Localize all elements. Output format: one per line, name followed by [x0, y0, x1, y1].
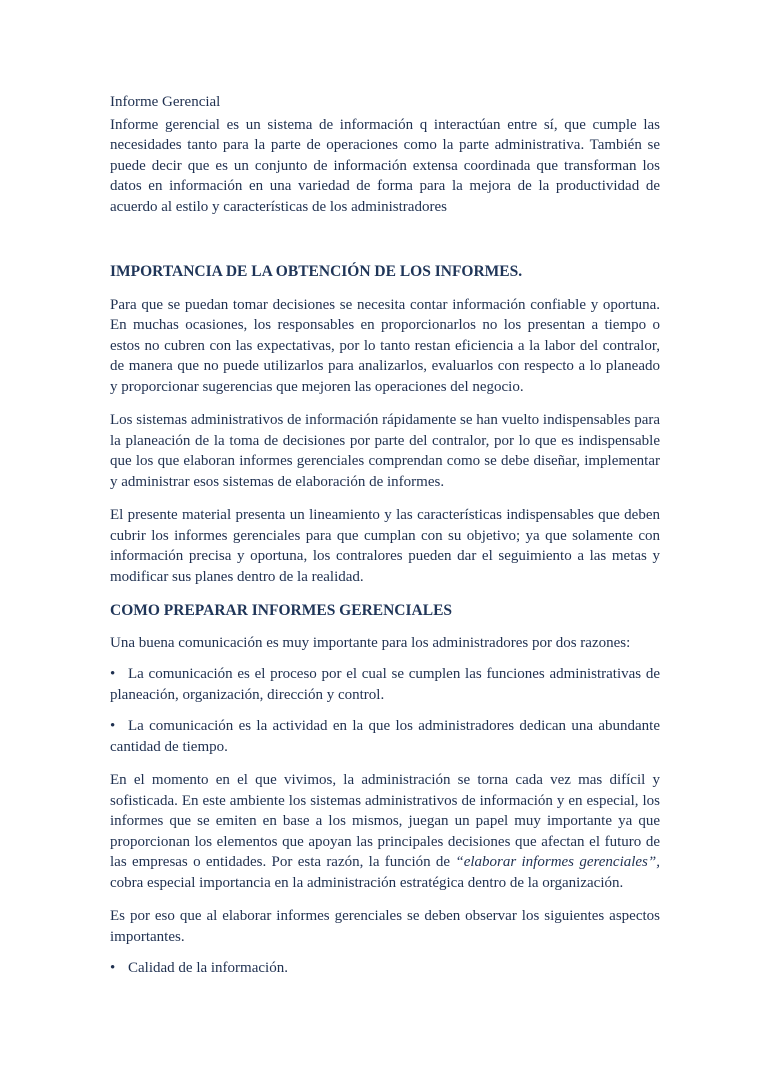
bullet-icon: • [110, 666, 116, 682]
list-item-proceso [110, 664, 660, 705]
paragraph-comunicacion: Una buena comunicación es muy importante para los administradores por dos razones: [110, 634, 631, 651]
paragraph-decisiones: Para que se puedan tomar decisiones se necesita contar información confiable y oportuna. En muchas ocasiones, los responsables en proporcionarlos no los presentan a tiempo o estos no cubren con las expectativas, por lo tanto restan eficiencia a la labor del contralor, de manera que no puede utilizarlos para analizarlos, evaluarlos con respecto a lo planeado y proporcionar sugerencias que mejoren las operaciones del negocio. [110, 296, 660, 395]
bullet-icon: • [110, 718, 116, 734]
list-item-text: La comunicación es la actividad en la que los administradores dedican una abundante cantidad de tiempo. [110, 718, 660, 755]
paragraph-text: cobra especial importancia en la administración estratégica dentro de la organización. [110, 874, 624, 891]
list-item-text: Calidad de la información. [128, 960, 288, 976]
paragraph-momento [110, 770, 660, 893]
section-heading-preparar: COMO PREPARAR INFORMES GERENCIALES [110, 602, 453, 619]
intro-paragraph: Informe gerencial es un sistema de información q interactúan entre sí, que cumple las necesidades tanto para la parte de operaciones como la parte administrativa. También se puede decir que es un conjunto de información extensa coordinada que transforman los datos en información en una variedad de forma para la mejora de la productividad de acuerdo al estilo y características de los administradores [110, 116, 660, 215]
list-item-actividad [110, 716, 660, 757]
list-item-text: La comunicación es el proceso por el cual se cumplen las funciones administrativas de planeación, organización, dirección y control. [110, 666, 660, 703]
paragraph-material: El presente material presenta un lineamiento y las características indispensables que deben cubrir los informes gerenciales para que cumplan con su objetivo; ya que solamente con información precisa y oportuna, los contralores pueden dar el seguimiento a las metas y modificar sus planes dentro de la realidad. [110, 507, 660, 585]
paragraph-aspectos: Es por eso que al elaborar informes gerenciales se deben observar los siguientes aspectos importantes. [110, 908, 660, 945]
bullet-icon: • [110, 960, 116, 976]
italic-quote: “elaborar informes gerenciales”, [455, 854, 660, 870]
list-item-calidad [110, 958, 660, 979]
paragraph-sistemas: Los sistemas administrativos de información rápidamente se han vuelto indispensables para la planeación de la toma de decisiones por parte del contralor, por lo que es indispensable que los que elaboran informes gerenciales comprendan como se debe diseñar, implementar y administrar esos sistemas de elaboración de informes. [110, 412, 660, 490]
document-title: Informe Gerencial [110, 94, 221, 110]
paragraph-text: En el momento en el que vivimos, la administración se torna cada vez mas difícil y sofisticada. En este ambiente los sistemas administrativos de información y en especial, los informes que se emiten en base a los mismos, juegan un papel muy importante ya que proporcionan los elementos que apoyan las principales decisiones que afectan el futuro de las empresas o entidades. Por esta razón, la función de [110, 772, 660, 870]
section-heading-importancia: IMPORTANCIA DE LA OBTENCIÓN DE LOS INFORMES. [110, 263, 523, 280]
